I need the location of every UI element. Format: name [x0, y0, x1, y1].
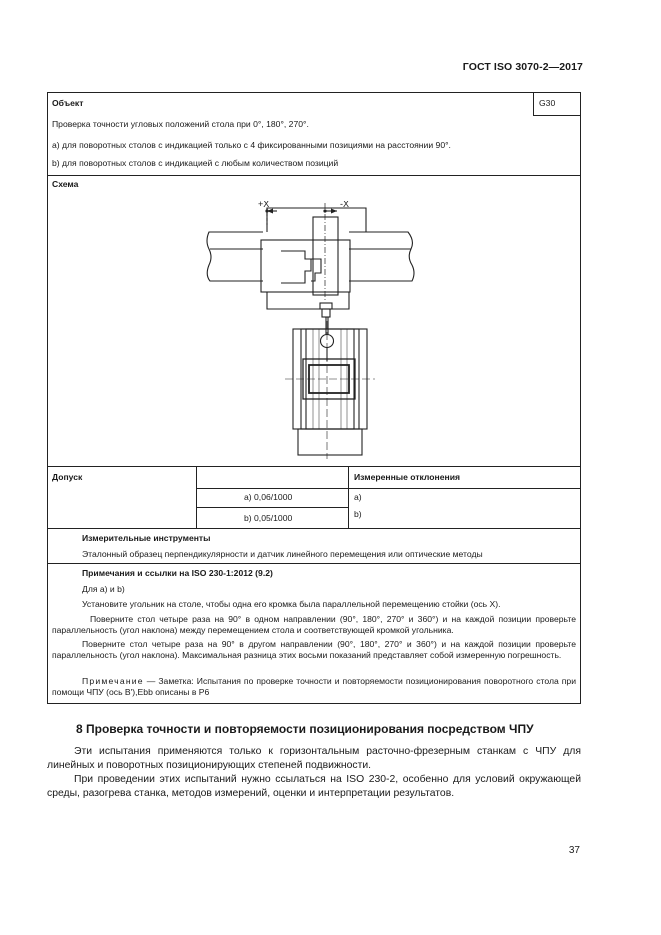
minus-x-label: -X: [340, 201, 349, 209]
plus-x-label: +X: [258, 201, 270, 209]
test-table: [47, 92, 581, 704]
page-number: 37: [568, 845, 580, 856]
object-line: Проверка точности угловых положений стола при 0°, 180°, 270°.: [52, 119, 309, 129]
col-divider: [196, 466, 197, 528]
notes-paragraph: Поверните стол четыре раза на 90° в одном направлении (90°, 180°, 270° и 360°) и на каждой позиции проверьте параллельность (угол наклона) между перемещением стола и соответствующей кромкой угольника.: [52, 614, 576, 636]
measured-a: а): [354, 492, 362, 502]
row-divider: [196, 488, 580, 489]
object-line: b) для поворотных столов с индикацией с любым количеством позиций: [52, 158, 339, 168]
instruments-label: Измерительные инструменты: [82, 533, 211, 543]
note-text: — Заметка: Испытания по проверке точности и повторяемости позиционирования поворотного стола при помощи ЧПУ (ось B'),Ebb описаны в Р6: [52, 676, 576, 698]
section-paragraph: Эти испытания применяются только к горизонтальным расточно-фрезерным станкам с ЧПУ для линейных и поворотных позиционирующих степеней подвижности.: [47, 746, 581, 771]
note-paragraph: [52, 676, 576, 698]
row-divider: [196, 507, 348, 508]
tolerance-value-b: b) 0,05/1000: [244, 513, 293, 523]
scheme-diagram: [203, 201, 428, 461]
col-divider: [348, 466, 349, 528]
test-code: G30: [539, 98, 556, 108]
section-title: 8 Проверка точности и повторяемости позиционирования посредством ЧПУ: [76, 722, 534, 736]
measured-b: b): [354, 509, 362, 519]
notes-paragraph: Поверните стол четыре раза на 90° в другом направлении (90°, 180°, 270° и 360°) и на каждой позиции проверьте параллельность (угол наклона). Максимальная разница этих восьми показаний представляет собой измеренную погрешность.: [52, 639, 576, 661]
instruments-text: Эталонный образец перпендикулярности и датчик линейного перемещения или оптические методы: [82, 549, 483, 559]
tolerance-value-a: а) 0,06/1000: [244, 492, 293, 502]
notes-paragraph: Установите угольник на столе, чтобы одна его кромка была параллельной перемещению стойки (ось X).: [82, 599, 501, 609]
notes-for: Для а) и b): [82, 584, 125, 594]
measured-label: Измеренные отклонения: [354, 472, 460, 482]
row-divider: [48, 466, 580, 467]
note-word: Примечание: [82, 676, 144, 686]
object-label: Объект: [52, 98, 84, 108]
tolerance-label: Допуск: [52, 472, 83, 482]
scheme-label: Схема: [52, 179, 79, 189]
code-cell-bottom: [533, 115, 580, 116]
section-paragraph: При проведении этих испытаний нужно ссылаться на ISO 230-2, особенно для условий окружающей среды, разогрева станка, методов измерений, оценки и интерпретации результатов.: [47, 774, 581, 799]
row-divider: [48, 563, 580, 564]
code-cell-divider: [533, 93, 534, 115]
notes-label: Примечания и ссылки на ISO 230-1:2012 (9.2): [82, 568, 273, 578]
standard-header: ГОСТ ISO 3070-2—2017: [462, 61, 583, 73]
object-line: а) для поворотных столов с индикацией только с 4 фиксированными позициями на расстоянии 90°.: [52, 140, 451, 150]
row-divider: [48, 528, 580, 529]
row-divider: [48, 175, 580, 176]
